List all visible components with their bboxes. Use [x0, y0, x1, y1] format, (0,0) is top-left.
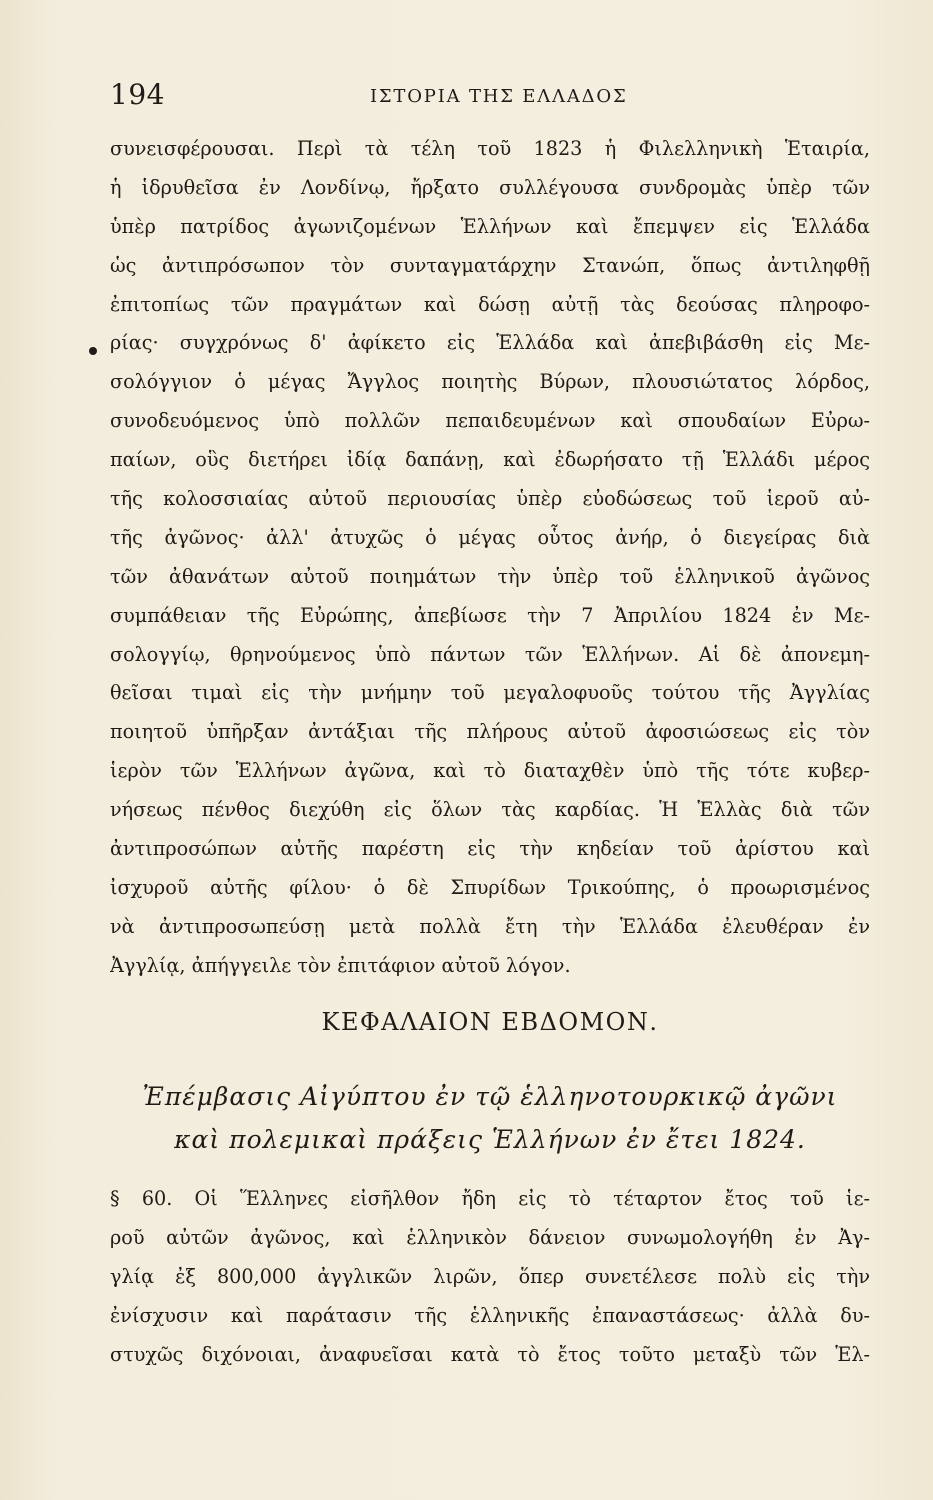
text-line: τῆς ἀγῶνος· ἀλλ' ἀτυχῶς ὁ μέγας οὗτος ἀνήρ, ὁ διεγείρας διὰ [110, 525, 870, 549]
text-line: ρίας· συγχρόνως δ' ἀφίκετο εἰς Ἑλλάδα καὶ ἀπεβιβάσθη εἰς Με- [110, 331, 870, 355]
text-line: ἐπιτοπίως τῶν πραγμάτων καὶ δώσῃ αὐτῇ τὰς δεούσας πληροφο- [110, 292, 870, 316]
text-line: ἰσχυροῦ αὐτῆς φίλου· ὁ δὲ Σπυρίδων Τρικούπης, ὁ προωρισμένος [110, 875, 870, 899]
page-number: 194 [110, 78, 165, 111]
text-line: ἱερὸν τῶν Ἑλλήνων ἀγῶνα, καὶ τὸ διαταχθὲν ὑπὸ τῆς τότε κυβερ- [110, 759, 870, 783]
text-line: γλίᾳ ἐξ 800,000 ἀγγλικῶν λιρῶν, ὅπερ συνετέλεσε πολὺ εἰς τὴν [110, 1264, 870, 1288]
text-line: τῶν ἀθανάτων αὐτοῦ ποιημάτων τὴν ὑπὲρ τοῦ ἑλληνικοῦ ἀγῶνος [110, 564, 870, 588]
running-head: ΙΣΤΟΡΙΑ ΤΗΣ ΕΛΛΑΔΟΣ [370, 86, 628, 107]
text-line: § 60. Οἱ Ἕλληνες εἰσῆλθον ἤδη εἰς τὸ τέταρτον ἔτος τοῦ ἱε- [110, 1187, 870, 1210]
text-line: στυχῶς διχόνοιαι, ἀναφυεῖσαι κατὰ τὸ ἔτος τοῦτο μεταξὺ τῶν Ἑλ- [110, 1342, 870, 1366]
text-line: τῆς κολοσσιαίας αὐτοῦ περιουσίας ὑπὲρ εὐοδώσεως τοῦ ἱεροῦ αὐ- [110, 487, 870, 511]
text-line: ποιητοῦ ὑπῆρξαν ἀντάξιαι τῆς πλήρους αὐτοῦ ἀφοσιώσεως εἰς τὸν [110, 720, 870, 744]
text-line: νήσεως πένθος διεχύθη εἰς ὅλων τὰς καρδίας. Ἡ Ἑλλὰς διὰ τῶν [110, 798, 870, 822]
text-line: ἡ ἱδρυθεῖσα ἐν Λονδίνῳ, ἤρξατο συλλέγουσα συνδρομὰς ὑπὲρ τῶν [110, 175, 870, 199]
margin-mark [89, 347, 97, 355]
text-line: σολόγγιον ὁ μέγας Ἄγγλος ποιητὴς Βύρων, πλουσιώτατος λόρδος, [110, 370, 870, 394]
text-line: συμπάθειαν τῆς Εὐρώπης, ἀπεβίωσε τὴν 7 Ἀπριλίου 1824 ἐν Με- [110, 603, 870, 627]
text-line: θεῖσαι τιμαὶ εἰς τὴν μνήμην τοῦ μεγαλοφυοῦς τούτου τῆς Ἀγγλίας [110, 681, 870, 705]
text-line: ὡς ἀντιπρόσωπον τὸν συνταγματάρχην Στανώπ, ὅπως ἀντιληφθῇ [110, 253, 870, 277]
body-text [110, 130, 870, 986]
text-line: Ἀγγλίᾳ, ἀπήγγειλε τὸν ἐπιτάφιον αὐτοῦ λόγον. [110, 953, 571, 977]
text-line: νὰ ἀντιπροσωπεύσῃ μετὰ πολλὰ ἔτη τὴν Ἑλλάδα ἐλευθέραν ἐν [110, 914, 870, 938]
chapter-subtitle-line-2: καὶ πολεμικαὶ πράξεις Ἑλλήνων ἐν ἔτει 1824. [174, 1125, 806, 1154]
text-line: ροῦ αὐτῶν ἀγῶνος, καὶ ἑλληνικὸν δάνειον συνωμολογήθη ἐν Ἀγ- [110, 1225, 870, 1249]
text-line: παίων, οὓς διετήρει ἰδίᾳ δαπάνῃ, καὶ ἐδωρήσατο τῇ Ἑλλάδι μέρος [110, 448, 870, 472]
chapter-subtitle-line-1: Ἐπέμβασις Αἰγύπτου ἐν τῷ ἑλληνοτουρκικῷ ἀγῶνι [142, 1082, 838, 1111]
text-line: ἐνίσχυσιν καὶ παράτασιν τῆς ἑλληνικῆς ἐπαναστάσεως· ἀλλὰ δυ- [110, 1303, 870, 1327]
text-line: ἀντιπροσώπων αὐτῆς παρέστη εἰς τὴν κηδείαν τοῦ ἀρίστου καὶ [110, 837, 870, 861]
page-header [110, 78, 870, 118]
text-line: ὑπὲρ πατρίδος ἀγωνιζομένων Ἑλλήνων καὶ ἔπεμψεν εἰς Ἑλλάδα [110, 214, 870, 238]
section-60-text [110, 1180, 870, 1374]
chapter-title: ΚΕΦΑΛΑΙΟΝ ΕΒΔΟΜΟΝ. [321, 1008, 659, 1036]
text-line: συνεισφέρουσαι. Περὶ τὰ τέλη τοῦ 1823 ἡ Φιλελληνικὴ Ἑταιρία, [110, 137, 870, 160]
text-line: σολογγίῳ, θρηνούμενος ὑπὸ πάντων τῶν Ἑλλήνων. Αἱ δὲ ἀπονεμη- [110, 642, 870, 666]
text-line: συνοδευόμενος ὑπὸ πολλῶν πεπαιδευμένων καὶ σπουδαίων Εὐρω- [110, 409, 870, 433]
